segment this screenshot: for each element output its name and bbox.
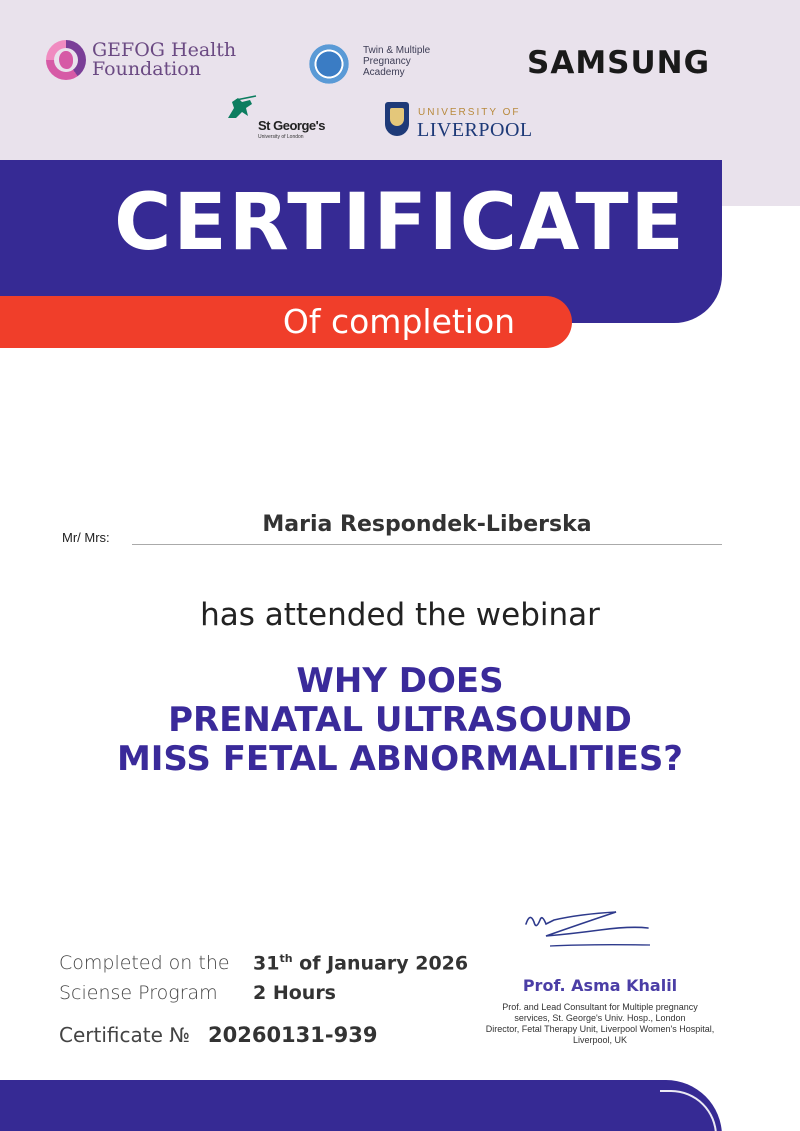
certificate-title: CERTIFICATE: [114, 178, 686, 268]
recipient-label: Mr/ Mrs:: [62, 530, 110, 545]
webinar-title: [0, 662, 800, 779]
st-georges-subtitle: University of London: [258, 134, 304, 140]
samsung-logo: SAMSUNG: [527, 45, 711, 81]
certificate-number: 20260131-939: [208, 1023, 378, 1047]
certificate-subtitle: Of completion: [282, 302, 516, 341]
st-georges-name: St George's: [258, 118, 325, 133]
signer-description: Prof. and Lead Consultant for Multiple pregnancy services, St. George's Univ. Hosp., London Director, Fetal Therapy Unit, Liverpool Women's Hospital, Liverpool, UK: [485, 1002, 715, 1045]
footer-curve-decoration: [660, 1090, 717, 1131]
program-label: Sciense Program: [59, 982, 218, 1004]
program-value: 2 Hours: [253, 982, 336, 1004]
twin-academy-emblem-icon: [306, 41, 352, 87]
signature-image: [520, 910, 660, 954]
liverpool-main-text: LIVERPOOL: [417, 119, 533, 141]
completed-date: 31th of January 2026: [253, 952, 469, 975]
liverpool-top-text: UNIVERSITY OF: [418, 107, 521, 118]
gefog-logo: [46, 40, 246, 86]
gefog-logo-text: GEFOG Health Foundation: [92, 39, 237, 80]
attended-text: has attended the webinar: [200, 597, 600, 633]
footer-band: [0, 1080, 722, 1131]
recipient-name: Maria Respondek-Liberska: [262, 512, 592, 537]
liverpool-shield-icon: [385, 102, 409, 136]
twin-academy-logo-text: Twin & Multiple Pregnancy Academy: [363, 45, 431, 78]
knight-horse-icon: [222, 94, 262, 124]
twin-pregnancy-academy-logo: [306, 41, 456, 87]
webinar-title-line: MISS FETAL ABNORMALITIES?: [116, 739, 684, 779]
signer-name: Prof. Asma Khalil: [522, 976, 678, 995]
certificate-number-label: Certificate №: [59, 1023, 191, 1047]
webinar-title-line: PRENATAL ULTRASOUND: [168, 700, 632, 740]
liverpool-logo: [385, 102, 535, 144]
completed-label: Completed on the: [59, 952, 230, 974]
gefog-emblem-icon: [46, 40, 86, 80]
name-underline: [132, 544, 722, 545]
st-georges-logo: [222, 94, 332, 144]
webinar-title-line: WHY DOES: [296, 661, 504, 701]
